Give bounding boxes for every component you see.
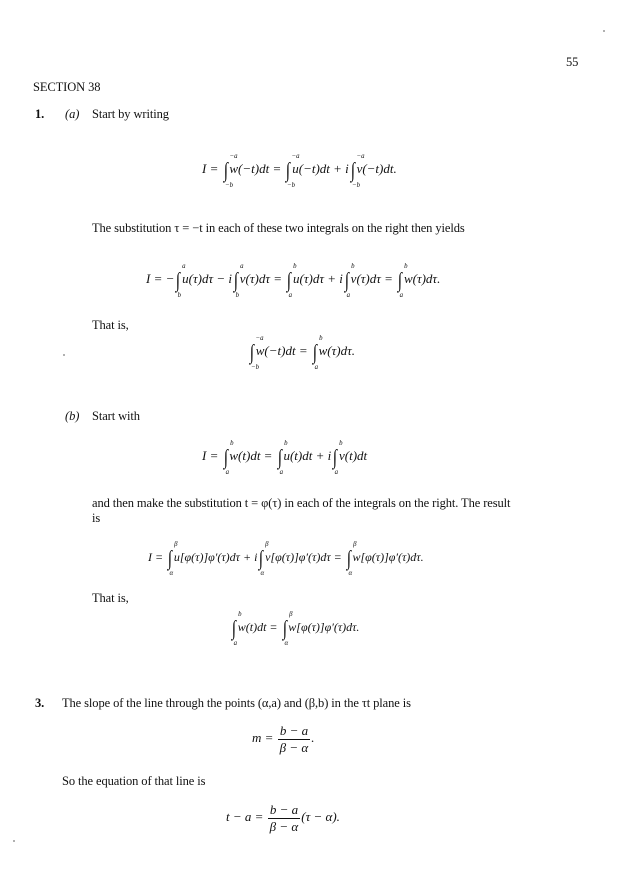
scan-speck: [13, 840, 15, 842]
part-a-label: (a): [65, 107, 80, 121]
equation-1b-substituted: I = ∫ β α u[φ(τ)]φ′(τ)dτ + i∫ β α v[φ(τ)]φ′(τ)dτ = ∫ β α w[φ(τ)]φ′(τ)dτ.: [148, 540, 424, 577]
page-number: 55: [566, 55, 579, 69]
equation-1a: I = ∫ −a −b w(−t)dt = ∫ −a −b u(−t)dt + i∫ −a −b v(−t)dt.: [202, 152, 397, 189]
scan-speck: [603, 30, 605, 32]
slope-equation: m = $\frac{b - a}{\beta - \alpha}$ .: [252, 723, 315, 755]
result-text-line1: and then make the substitution t = φ(τ) in each of the integrals on the right. The result: [92, 496, 511, 510]
that-is-1: That is,: [92, 318, 129, 332]
equation-1a-result: ∫ −a −b w(−t)dt = ∫ b a w(τ)dτ.: [249, 334, 356, 371]
problem-1-number: 1.: [35, 107, 45, 121]
equation-intro: So the equation of that line is: [62, 774, 206, 788]
part-b-label: (b): [65, 409, 80, 423]
section-heading: SECTION 38: [33, 80, 101, 94]
line-equation: [226, 802, 340, 834]
slope-denominator: β − α: [279, 739, 309, 755]
slope-text: The slope of the line through the points (α,a) and (β,b) in the τt plane is: [62, 696, 411, 710]
line-fraction: [268, 802, 301, 834]
part-a-intro: Start by writing: [92, 107, 169, 121]
substitution-text: The substitution τ = −t in each of these two integrals on the right then yields: [92, 221, 465, 235]
result-text-line2: is: [92, 511, 101, 525]
slope-lhs: m =: [252, 730, 274, 746]
slope-numerator: b − a: [278, 723, 311, 740]
slope-fraction: [278, 723, 311, 755]
line-denominator: β − α: [269, 818, 299, 834]
line-numerator: b − a: [268, 802, 301, 819]
equation-1b: I = ∫ b a w(t)dt = ∫ b a u(t)dt + i∫ b a v(t)dt: [202, 439, 368, 476]
equation-1a-substituted: I = −∫ a b u(τ)dτ − i∫ a b v(τ)dτ = ∫ b a u(τ)dτ + i∫ b a v(τ)dτ = ∫ b a w(τ)dτ.: [146, 262, 441, 299]
that-is-2: That is,: [92, 591, 129, 605]
problem-3-number: 3.: [35, 696, 45, 710]
part-b-intro: Start with: [92, 409, 140, 423]
equation-1b-result: ∫ b a w(t)dt = ∫ β α w[φ(τ)]φ′(τ)dτ.: [231, 610, 360, 647]
line-rhs: (τ − α).: [301, 809, 340, 825]
line-lhs: t − a =: [226, 809, 264, 825]
scan-speck: [63, 354, 65, 356]
